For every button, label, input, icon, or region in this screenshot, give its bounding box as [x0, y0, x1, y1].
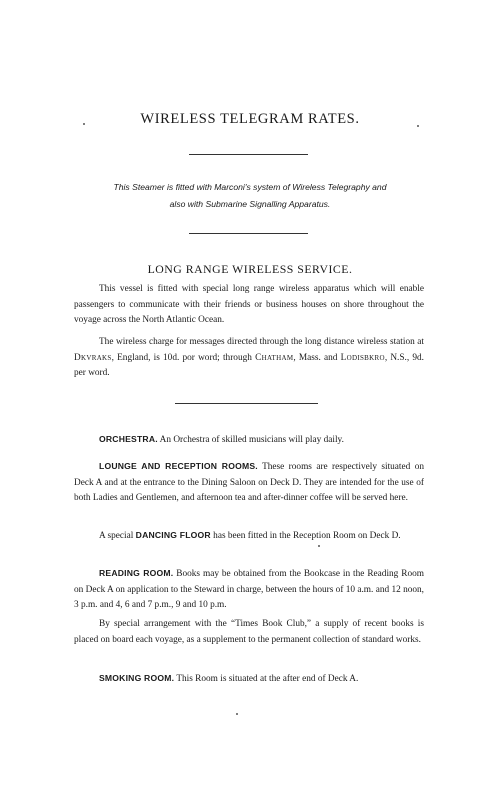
text-run: , England, is 10d. por word; through — [111, 352, 256, 363]
intro-line: This Steamer is fitted with Marconi's system of Wireless Telegraphy and — [113, 182, 387, 192]
place-name: Chatham — [255, 352, 294, 363]
paragraph-dancing — [74, 528, 424, 545]
speck — [83, 123, 85, 125]
text-run: These rooms are respectively situated on Deck A and at the entrance to the Dining Saloon on Deck D. They are intended for the use of both Ladies and Gentlemen, and afternoon tea and after-dinner coffee will be served here. — [74, 462, 424, 504]
text-run: The wireless charge for messages directed through the long distance wireless station at — [99, 337, 424, 347]
speck — [236, 713, 238, 715]
intro-note — [60, 179, 440, 213]
text-run: A special — [99, 531, 136, 541]
paragraph-heading: SMOKING ROOM. — [99, 673, 175, 683]
intro-line: also with Submarine Signalling Apparatus. — [169, 199, 331, 209]
divider-rule — [175, 403, 318, 404]
text-run: An Orchestra of skilled musicians will play daily. — [157, 435, 344, 445]
speck — [417, 125, 419, 127]
page-title: WIRELESS TELEGRAM RATES. — [140, 111, 360, 127]
place-name: Dkvraks — [74, 352, 112, 363]
paragraph-heading: DANCING FLOOR — [135, 530, 211, 540]
text-run: , N.S., 9d. per word. — [74, 352, 425, 379]
paragraph-books: By special arrangement with the “Times Book Club,” a supply of recent books is placed on board each voyage, as a supplement to the permanent collection of standard works. — [74, 619, 424, 645]
speck — [318, 545, 320, 547]
paragraph-long-range: This vessel is fitted with special long range wireless apparatus which will enable passengers to communicate with their friends or business houses on shore throughout the voyage across the North Atlantic Ocean. — [74, 284, 424, 326]
paragraph-heading: LOUNGE AND RECEPTION ROOMS. — [99, 461, 258, 471]
paragraph-orchestra — [74, 432, 424, 449]
text-run: Books may be obtained from the Bookcase in the Reading Room on Deck A on application to the Steward in charge, between the hours of 10 a.m. and 12 noon, 3 p.m. and 4, 6 and 7 p.m., 9 and 10 p.m. — [74, 569, 424, 611]
paragraph-smoking — [74, 671, 424, 688]
divider-rule — [189, 154, 308, 155]
paragraph-lounge — [74, 459, 424, 507]
paragraph-heading: READING ROOM. — [99, 568, 174, 578]
text-run: , Mass. and — [293, 352, 341, 363]
text-run: This Room is situated at the after end of Deck A. — [174, 674, 359, 684]
section-title: LONG RANGE WIRELESS SERVICE. — [147, 262, 353, 276]
paragraph-reading — [74, 566, 424, 614]
paragraph-wireless-charge — [74, 335, 424, 382]
paragraph-heading: ORCHESTRA. — [99, 434, 158, 444]
place-name: Lodisbkro — [340, 352, 385, 363]
divider-rule — [189, 233, 308, 234]
text-run: has been fitted in the Reception Room on Deck D. — [210, 531, 401, 541]
